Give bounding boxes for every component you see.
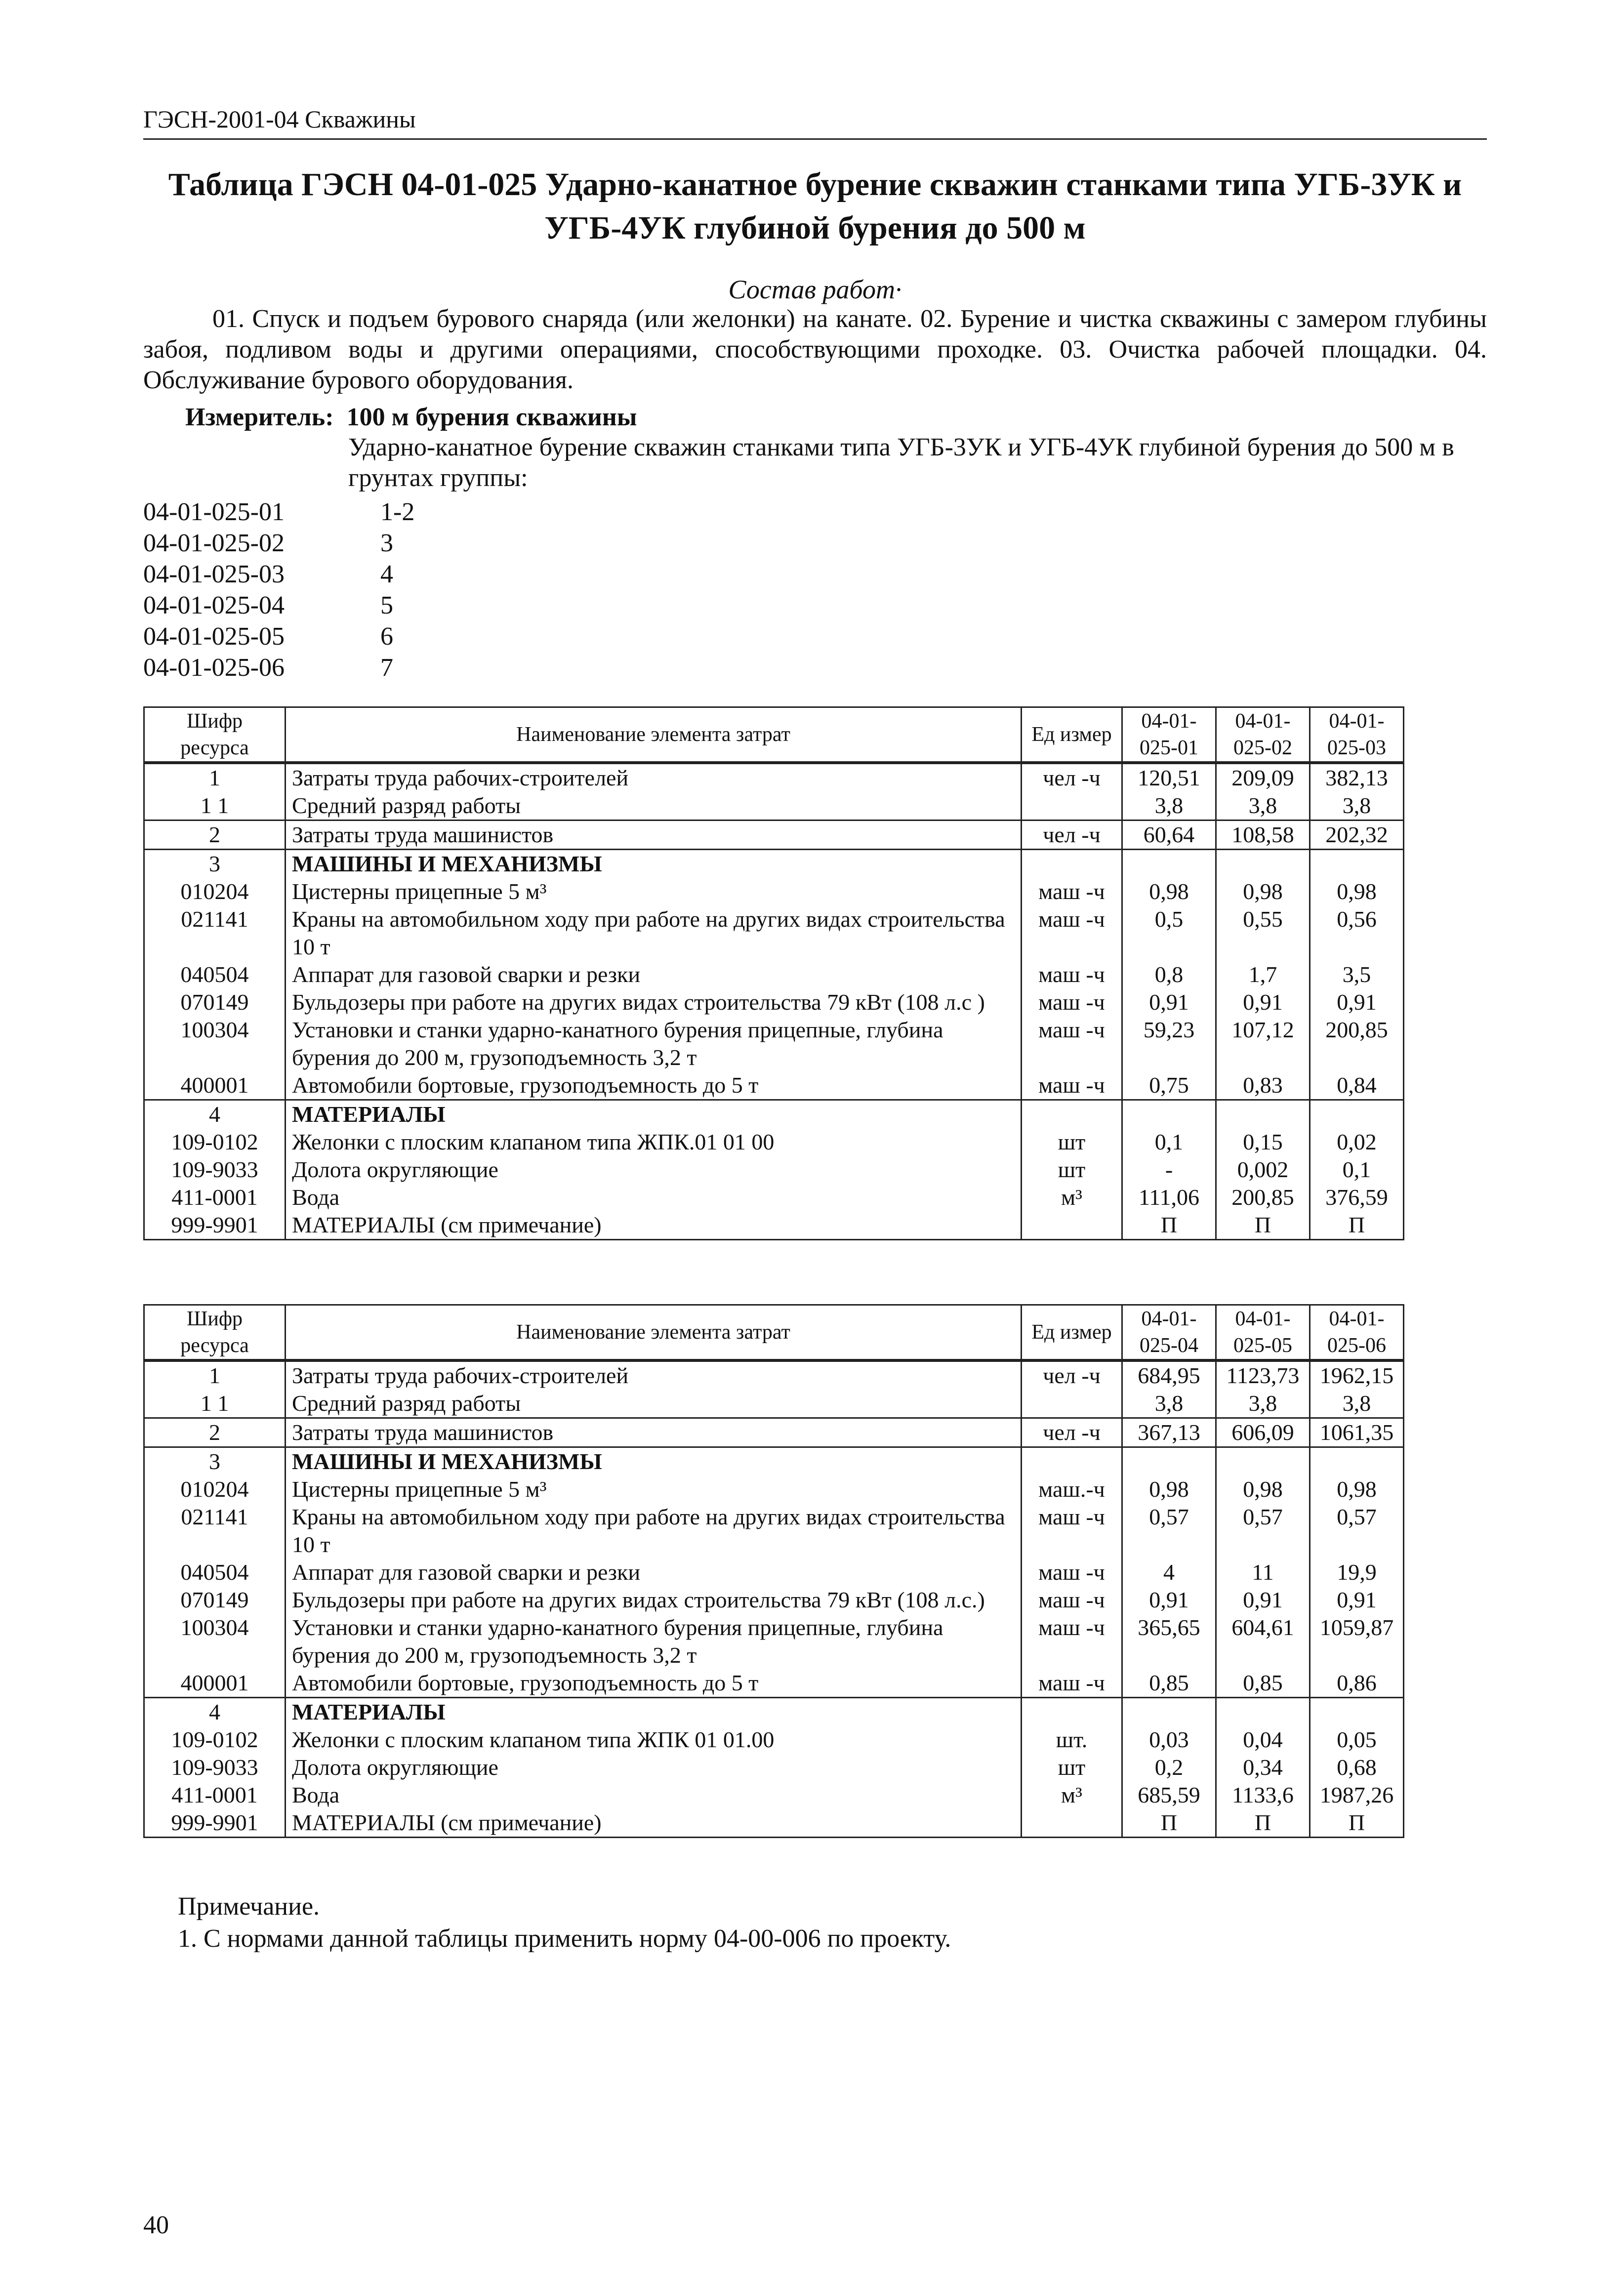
- value-cell: [1122, 850, 1216, 878]
- value-cell: 376,59: [1310, 1184, 1404, 1211]
- table-row: [144, 1558, 1404, 1586]
- header-name: Наименование элемента затрат: [286, 1305, 1022, 1361]
- resource-name: Долота округляющие: [286, 1156, 1022, 1184]
- norm-code-row: [143, 590, 414, 621]
- table-body: [144, 1360, 1404, 1838]
- value-cell: 3,8: [1122, 792, 1216, 820]
- resource-name: Цистерны прицепные 5 м³: [286, 1476, 1022, 1503]
- norm-code-row: [143, 496, 414, 528]
- value-cell: 3,8: [1216, 792, 1310, 820]
- value-cell: 0,85: [1216, 1669, 1310, 1698]
- value-cell: 1,7: [1216, 961, 1310, 988]
- value-cell: [1216, 850, 1310, 878]
- value-cell: 0,55: [1216, 905, 1310, 961]
- unit-cell: чел -ч: [1022, 1360, 1122, 1390]
- norm-code: 04-01-025-03: [143, 560, 285, 588]
- header-unit: Ед измер: [1022, 1305, 1122, 1361]
- table-row: [144, 1016, 1404, 1071]
- unit-cell: маш -ч: [1022, 1586, 1122, 1614]
- composition-text: 01. Спуск и подъем бурового снаряда (или желонки) на канате. 02. Бурение и чистка скважины с замером глубины забоя, подливом воды и другими операциями, способствующими проходке. 03. Очистка рабочей площадки. 04. Обслуживание бурового оборудования.: [143, 305, 1487, 394]
- unit-cell: чел -ч: [1022, 1418, 1122, 1447]
- value-cell: 0,03: [1122, 1726, 1216, 1754]
- table-row: [144, 763, 1404, 792]
- resource-code: 100304: [144, 1016, 286, 1071]
- unit-cell: маш -ч: [1022, 1614, 1122, 1669]
- value-cell: 0,5: [1122, 905, 1216, 961]
- resource-name: Желонки с плоским клапаном типа ЖПК.01 01 00: [286, 1128, 1022, 1156]
- unit-cell: [1022, 1447, 1122, 1476]
- value-cell: 0,86: [1310, 1669, 1404, 1698]
- resource-name: Автомобили бортовые, грузоподъемность до 5 т: [286, 1071, 1022, 1100]
- table-title: [143, 163, 1487, 250]
- value-cell: 0,91: [1310, 988, 1404, 1016]
- value-cell: 0,02: [1310, 1128, 1404, 1156]
- unit-cell: маш -ч: [1022, 1016, 1122, 1071]
- resource-code: 2: [144, 820, 286, 850]
- value-cell: 3,5: [1310, 961, 1404, 988]
- resource-name: Долота округляющие: [286, 1754, 1022, 1781]
- unit-cell: маш -ч: [1022, 1558, 1122, 1586]
- unit-cell: [1022, 1698, 1122, 1726]
- value-cell: [1122, 1447, 1216, 1476]
- value-cell: 0,84: [1310, 1071, 1404, 1100]
- resource-name: Краны на автомобильном ходу при работе на других видах строительства 10 т: [286, 1503, 1022, 1558]
- table-row: [144, 1418, 1404, 1447]
- resource-code: 411-0001: [144, 1781, 286, 1809]
- value-cell: 1061,35: [1310, 1418, 1404, 1447]
- value-cell: 120,51: [1122, 763, 1216, 792]
- value-cell: 0,91: [1122, 1586, 1216, 1614]
- value-cell: 4: [1122, 1558, 1216, 1586]
- measure-value: 100 м бурения скважины: [346, 403, 637, 431]
- table-row: [144, 1809, 1404, 1838]
- resource-name: Затраты труда машинистов: [286, 1418, 1022, 1447]
- table-row: [144, 1698, 1404, 1726]
- resource-code: 109-0102: [144, 1726, 286, 1754]
- resource-code: 010204: [144, 1476, 286, 1503]
- table-row: [144, 961, 1404, 988]
- value-cell: 107,12: [1216, 1016, 1310, 1071]
- resource-name: Бульдозеры при работе на других видах строительства 79 кВт (108 л.с.): [286, 1586, 1022, 1614]
- value-cell: 685,59: [1122, 1781, 1216, 1809]
- table-row: [144, 1211, 1404, 1240]
- value-cell: 604,61: [1216, 1614, 1310, 1669]
- norm-code-list: [143, 496, 414, 683]
- value-cell: 3,8: [1122, 1390, 1216, 1418]
- value-cell: 0,98: [1310, 878, 1404, 905]
- table-row: [144, 850, 1404, 878]
- header-code: Шифр ресурса: [144, 707, 286, 763]
- norm-code-row: [143, 528, 414, 559]
- unit-cell: [1022, 1211, 1122, 1240]
- measure-label: Измеритель:: [185, 403, 334, 431]
- resource-code: 040504: [144, 1558, 286, 1586]
- unit-cell: чел -ч: [1022, 820, 1122, 850]
- value-cell: 1133,6: [1216, 1781, 1310, 1809]
- note-title: Примечание.: [178, 1892, 320, 1921]
- value-cell: [1216, 1447, 1310, 1476]
- resource-name: Установки и станки ударно-канатного бурения прицепные, глубина бурения до 200 м, грузоподъемность 3,2 т: [286, 1016, 1022, 1071]
- value-cell: 0,98: [1310, 1476, 1404, 1503]
- header-name: Наименование элемента затрат: [286, 707, 1022, 763]
- value-cell: 0,04: [1216, 1726, 1310, 1754]
- resource-code: 999-9901: [144, 1809, 286, 1838]
- resource-code: 1: [144, 763, 286, 792]
- value-cell: 0,98: [1122, 878, 1216, 905]
- resource-table-2: [143, 1304, 1404, 1838]
- unit-cell: маш -ч: [1022, 988, 1122, 1016]
- value-cell: 3,8: [1310, 1390, 1404, 1418]
- unit-cell: м³: [1022, 1781, 1122, 1809]
- table-title-line-1: Таблица ГЭСН 04-01-025 Ударно-канатное бурение скважин станками типа УГБ-3УК и: [168, 166, 1462, 203]
- table-row: [144, 1360, 1404, 1390]
- value-cell: 209,09: [1216, 763, 1310, 792]
- value-cell: 0,68: [1310, 1754, 1404, 1781]
- value-cell: 365,65: [1122, 1614, 1216, 1669]
- unit-cell: чел -ч: [1022, 763, 1122, 792]
- unit-cell: маш -ч: [1022, 1503, 1122, 1558]
- value-cell: 19,9: [1310, 1558, 1404, 1586]
- resource-name: МАТЕРИАЛЫ: [286, 1100, 1022, 1129]
- header-norm-01: 04-01- 025-01: [1122, 707, 1216, 763]
- value-cell: 0,1: [1122, 1128, 1216, 1156]
- unit-cell: [1022, 850, 1122, 878]
- resource-name: МАТЕРИАЛЫ (см примечание): [286, 1211, 1022, 1240]
- unit-cell: шт: [1022, 1754, 1122, 1781]
- resource-name: Бульдозеры при работе на других видах строительства 79 кВт (108 л.с ): [286, 988, 1022, 1016]
- measure-line: [185, 403, 650, 432]
- value-cell: 0,91: [1310, 1586, 1404, 1614]
- value-cell: [1216, 1698, 1310, 1726]
- unit-cell: маш -ч: [1022, 905, 1122, 961]
- value-cell: 0,85: [1122, 1669, 1216, 1698]
- resource-code: 1: [144, 1360, 286, 1390]
- value-cell: 0,98: [1216, 1476, 1310, 1503]
- value-cell: 0,1: [1310, 1156, 1404, 1184]
- resource-name: Желонки с плоским клапаном типа ЖПК 01 01.00: [286, 1726, 1022, 1754]
- value-cell: -: [1122, 1156, 1216, 1184]
- resource-name: Краны на автомобильном ходу при работе на других видах строительства 10 т: [286, 905, 1022, 961]
- unit-cell: маш -ч: [1022, 1071, 1122, 1100]
- table-row: [144, 1476, 1404, 1503]
- table-row: [144, 792, 1404, 820]
- value-cell: 1123,73: [1216, 1360, 1310, 1390]
- value-cell: 59,23: [1122, 1016, 1216, 1071]
- table-row: [144, 1614, 1404, 1669]
- value-cell: 0,91: [1216, 988, 1310, 1016]
- value-cell: 200,85: [1310, 1016, 1404, 1071]
- table-row: [144, 1071, 1404, 1100]
- resource-code: 021141: [144, 905, 286, 961]
- value-cell: [1122, 1698, 1216, 1726]
- table-header-row: [144, 1305, 1404, 1361]
- resource-code: 070149: [144, 988, 286, 1016]
- value-cell: [1122, 1100, 1216, 1129]
- header-rule: [143, 138, 1487, 140]
- resource-name: Вода: [286, 1781, 1022, 1809]
- resource-code: 010204: [144, 878, 286, 905]
- header-norm-04: 04-01- 025-04: [1122, 1305, 1216, 1361]
- table-row: [144, 1128, 1404, 1156]
- norm-code-row: [143, 621, 414, 652]
- value-cell: [1310, 1447, 1404, 1476]
- unit-cell: [1022, 1100, 1122, 1129]
- unit-cell: маш -ч: [1022, 1669, 1122, 1698]
- resource-code: 021141: [144, 1503, 286, 1558]
- value-cell: П: [1122, 1809, 1216, 1838]
- table-row: [144, 1390, 1404, 1418]
- resource-code: 400001: [144, 1669, 286, 1698]
- value-cell: 0,98: [1216, 878, 1310, 905]
- value-cell: [1310, 1698, 1404, 1726]
- running-head: ГЭСН-2001-04 Скважины: [143, 105, 416, 133]
- table-row: [144, 1447, 1404, 1476]
- unit-cell: маш.-ч: [1022, 1476, 1122, 1503]
- table-row: [144, 1781, 1404, 1809]
- resource-code: 109-9033: [144, 1754, 286, 1781]
- resource-code: 4: [144, 1698, 286, 1726]
- header-norm-06: 04-01- 025-06: [1310, 1305, 1404, 1361]
- resource-code: 4: [144, 1100, 286, 1129]
- unit-cell: шт.: [1022, 1726, 1122, 1754]
- soil-group: 5: [380, 591, 393, 619]
- value-cell: П: [1216, 1809, 1310, 1838]
- resource-name: Аппарат для газовой сварки и резки: [286, 1558, 1022, 1586]
- value-cell: 108,58: [1216, 820, 1310, 850]
- table-row: [144, 820, 1404, 850]
- table-row: [144, 1503, 1404, 1558]
- table-row: [144, 1100, 1404, 1129]
- unit-cell: [1022, 1809, 1122, 1838]
- value-cell: 11: [1216, 1558, 1310, 1586]
- resource-name: Средний разряд работы: [286, 792, 1022, 820]
- unit-cell: [1022, 1390, 1122, 1418]
- resource-name: Вода: [286, 1184, 1022, 1211]
- resource-code: 109-0102: [144, 1128, 286, 1156]
- norm-code: 04-01-025-06: [143, 654, 285, 682]
- resource-code: 040504: [144, 961, 286, 988]
- value-cell: 0,57: [1216, 1503, 1310, 1558]
- header-code: Шифр ресурса: [144, 1305, 286, 1361]
- resource-name: МАШИНЫ И МЕХАНИЗМЫ: [286, 850, 1022, 878]
- composition-heading: Состав работ·: [728, 275, 902, 304]
- resource-code: 400001: [144, 1071, 286, 1100]
- value-cell: [1310, 850, 1404, 878]
- norm-code: 04-01-025-04: [143, 591, 285, 619]
- table-row: [144, 1669, 1404, 1698]
- resource-name: Средний разряд работы: [286, 1390, 1022, 1418]
- table-row: [144, 1156, 1404, 1184]
- value-cell: [1310, 1100, 1404, 1129]
- value-cell: 382,13: [1310, 763, 1404, 792]
- table-row: [144, 905, 1404, 961]
- value-cell: 111,06: [1122, 1184, 1216, 1211]
- resource-name: Затраты труда машинистов: [286, 820, 1022, 850]
- header-unit: Ед измер: [1022, 707, 1122, 763]
- norm-code: 04-01-025-01: [143, 498, 285, 526]
- value-cell: 0,57: [1310, 1503, 1404, 1558]
- unit-cell: м³: [1022, 1184, 1122, 1211]
- norm-intro: Ударно-канатное бурение скважин станками типа УГБ-3УК и УГБ-4УК глубиной бурения до 500 м в грунтах группы:: [348, 433, 1454, 492]
- resource-name: Затраты труда рабочих-строителей: [286, 1360, 1022, 1390]
- value-cell: 0,57: [1122, 1503, 1216, 1558]
- resource-name: МАТЕРИАЛЫ: [286, 1698, 1022, 1726]
- table-row: [144, 1726, 1404, 1754]
- unit-cell: [1022, 792, 1122, 820]
- resource-code: 1 1: [144, 792, 286, 820]
- value-cell: 1059,87: [1310, 1614, 1404, 1669]
- value-cell: 200,85: [1216, 1184, 1310, 1211]
- resource-name: Затраты труда рабочих-строителей: [286, 763, 1022, 792]
- resource-name: Цистерны прицепные 5 м³: [286, 878, 1022, 905]
- value-cell: 0,2: [1122, 1754, 1216, 1781]
- value-cell: 0,002: [1216, 1156, 1310, 1184]
- unit-cell: шт: [1022, 1128, 1122, 1156]
- soil-group: 6: [380, 622, 393, 651]
- resource-code: 999-9901: [144, 1211, 286, 1240]
- value-cell: 0,91: [1216, 1586, 1310, 1614]
- table-body: [144, 763, 1404, 1240]
- note-text: 1. С нормами данной таблицы применить норму 04-00-006 по проекту.: [178, 1925, 951, 1953]
- value-cell: П: [1122, 1211, 1216, 1240]
- table-row: [144, 1586, 1404, 1614]
- resource-code: 411-0001: [144, 1184, 286, 1211]
- value-cell: 3,8: [1216, 1390, 1310, 1418]
- norm-code: 04-01-025-05: [143, 622, 285, 651]
- unit-cell: маш -ч: [1022, 961, 1122, 988]
- resource-name: Аппарат для газовой сварки и резки: [286, 961, 1022, 988]
- table-row: [144, 878, 1404, 905]
- value-cell: 0,98: [1122, 1476, 1216, 1503]
- norm-code: 04-01-025-02: [143, 529, 285, 557]
- resource-code: 100304: [144, 1614, 286, 1669]
- resource-name: МАШИНЫ И МЕХАНИЗМЫ: [286, 1447, 1022, 1476]
- soil-group: 3: [380, 529, 393, 557]
- unit-cell: маш -ч: [1022, 878, 1122, 905]
- value-cell: 1987,26: [1310, 1781, 1404, 1809]
- value-cell: [1216, 1100, 1310, 1129]
- value-cell: 60,64: [1122, 820, 1216, 850]
- header-norm-05: 04-01- 025-05: [1216, 1305, 1310, 1361]
- value-cell: П: [1310, 1211, 1404, 1240]
- resource-name: Установки и станки ударно-канатного бурения прицепные, глубина бурения до 200 м, грузоподъемность 3,2 т: [286, 1614, 1022, 1669]
- resource-name: Автомобили бортовые, грузоподъемность до 5 т: [286, 1669, 1022, 1698]
- norm-code-row: [143, 652, 414, 683]
- table-header-row: [144, 707, 1404, 763]
- resource-code: 3: [144, 850, 286, 878]
- table-title-line-2: УГБ-4УК глубиной бурения до 500 м: [544, 210, 1086, 246]
- table-row: [144, 988, 1404, 1016]
- soil-group: 1-2: [380, 498, 415, 526]
- value-cell: 1962,15: [1310, 1360, 1404, 1390]
- value-cell: 0,56: [1310, 905, 1404, 961]
- resource-code: 109-9033: [144, 1156, 286, 1184]
- page-number: 40: [143, 2211, 169, 2239]
- value-cell: 0,34: [1216, 1754, 1310, 1781]
- value-cell: 3,8: [1310, 792, 1404, 820]
- header-norm-02: 04-01- 025-02: [1216, 707, 1310, 763]
- value-cell: 0,8: [1122, 961, 1216, 988]
- value-cell: 202,32: [1310, 820, 1404, 850]
- value-cell: 367,13: [1122, 1418, 1216, 1447]
- resource-table-1: [143, 706, 1404, 1240]
- value-cell: 0,83: [1216, 1071, 1310, 1100]
- resource-code: 2: [144, 1418, 286, 1447]
- soil-group: 4: [380, 560, 393, 588]
- value-cell: П: [1310, 1809, 1404, 1838]
- header-norm-03: 04-01- 025-03: [1310, 707, 1404, 763]
- value-cell: 606,09: [1216, 1418, 1310, 1447]
- value-cell: 0,05: [1310, 1726, 1404, 1754]
- value-cell: 0,15: [1216, 1128, 1310, 1156]
- unit-cell: шт: [1022, 1156, 1122, 1184]
- resource-code: 3: [144, 1447, 286, 1476]
- value-cell: 0,75: [1122, 1071, 1216, 1100]
- table-row: [144, 1754, 1404, 1781]
- resource-name: МАТЕРИАЛЫ (см примечание): [286, 1809, 1022, 1838]
- table-row: [144, 1184, 1404, 1211]
- resource-code: 1 1: [144, 1390, 286, 1418]
- soil-group: 7: [380, 654, 393, 682]
- resource-code: 070149: [144, 1586, 286, 1614]
- value-cell: 684,95: [1122, 1360, 1216, 1390]
- value-cell: 0,91: [1122, 988, 1216, 1016]
- norm-code-row: [143, 559, 414, 590]
- value-cell: П: [1216, 1211, 1310, 1240]
